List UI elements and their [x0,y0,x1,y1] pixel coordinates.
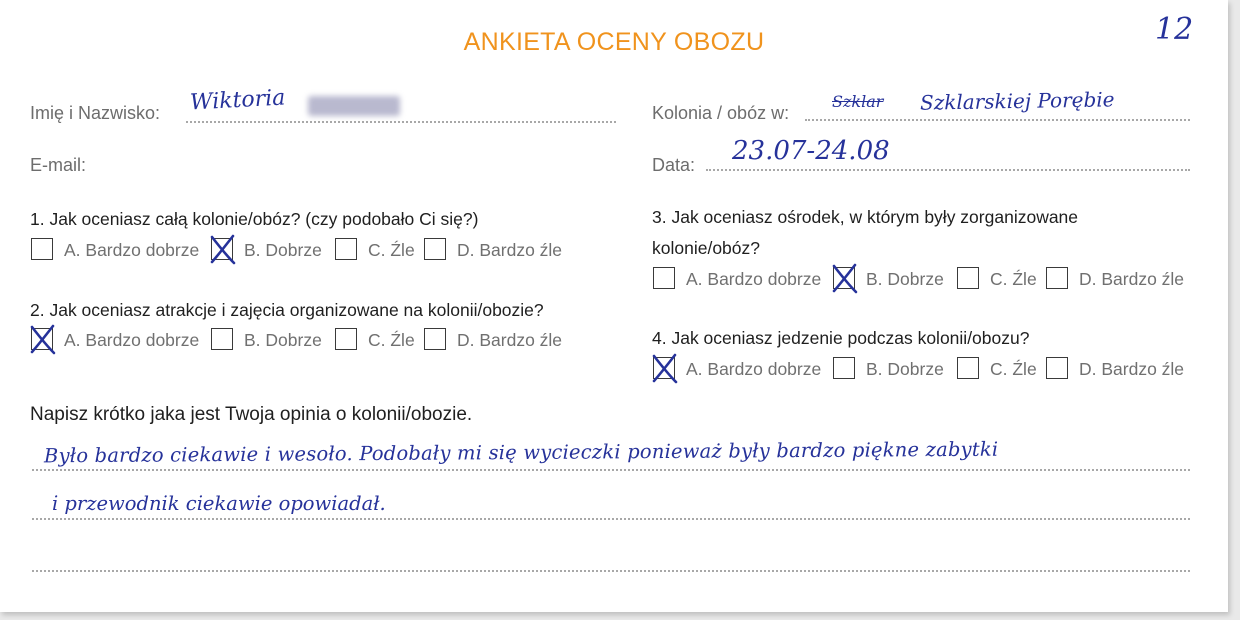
checkbox[interactable] [1046,357,1068,379]
checkbox[interactable] [833,357,855,379]
question-3-text: 3. Jak oceniasz ośrodek, w którym były zorganizowane kolonie/obóz? [652,207,1079,258]
camp-handwriting[interactable]: Szklarskiej Porębie [919,87,1115,115]
checkbox[interactable] [653,267,675,289]
x-mark-icon [649,350,681,386]
x-mark-icon [27,321,59,357]
option-label: A. Bardzo dobrze [64,330,200,350]
checkbox[interactable] [424,238,446,260]
x-mark-icon [207,231,239,267]
camp-crossed-out: Szklar [832,92,884,111]
option-label: B. Dobrze [244,240,322,260]
redacted-surname [308,96,400,116]
opinion-line-1 [32,469,1190,471]
checkbox[interactable] [957,267,979,289]
date-handwriting[interactable]: 23.07-24.08 [732,136,890,166]
checkbox[interactable] [1046,267,1068,289]
date-dotted-line [706,169,1190,171]
checkbox[interactable] [957,357,979,379]
checkbox[interactable] [424,328,446,350]
name-handwriting[interactable]: Wiktoria [189,85,286,116]
opinion-line-3 [32,570,1190,572]
option-label: A. Bardzo dobrze [686,359,822,379]
date-label: Data: [652,155,696,175]
option-label: D. Bardzo źle [457,330,563,350]
opinion-handwriting-line-1[interactable]: Było bardzo ciekawie i wesoło. Podobały mi się wycieczki ponieważ były bardzo piękne zabytki [43,437,999,468]
question-1-text: 1. Jak oceniasz całą kolonie/obóz? (czy podobało Ci się?) [30,209,479,229]
option-label: C. Źle [990,269,1037,289]
checkbox[interactable] [335,328,357,350]
form-title: ANKIETA OCENY OBOZU [463,28,765,56]
option-label: A. Bardzo dobrze [686,269,822,289]
option-label: B. Dobrze [866,269,944,289]
option-label: C. Źle [368,330,415,350]
checkbox[interactable] [335,238,357,260]
email-redaction [108,128,618,178]
option-label: D. Bardzo źle [1079,359,1185,379]
email-label: E-mail: [30,155,87,175]
page-number: 12 [1155,12,1194,47]
opinion-handwriting-line-2[interactable]: i przewodnik ciekawie opowiadał. [52,492,386,515]
opinion-line-2 [32,518,1190,520]
option-label: A. Bardzo dobrze [64,240,200,260]
option-label: C. Źle [990,359,1037,379]
question-2-text: 2. Jak oceniasz atrakcje i zajęcia organizowane na kolonii/obozie? [30,300,544,320]
name-dotted-line [186,121,616,123]
camp-dotted-line [805,119,1190,121]
checkbox[interactable] [211,328,233,350]
name-label: Imię i Nazwisko: [30,103,161,123]
option-label: D. Bardzo źle [1079,269,1185,289]
option-label: B. Dobrze [866,359,944,379]
checkbox[interactable] [31,238,53,260]
option-label: C. Źle [368,240,415,260]
option-label: D. Bardzo źle [457,240,563,260]
opinion-prompt: Napisz krótko jaka jest Twoja opinia o kolonii/obozie. [30,404,473,425]
x-mark-icon [829,260,861,296]
camp-label: Kolonia / obóz w: [652,103,790,123]
question-4-text: 4. Jak oceniasz jedzenie podczas kolonii/obozu? [652,328,1030,348]
option-label: B. Dobrze [244,330,322,350]
